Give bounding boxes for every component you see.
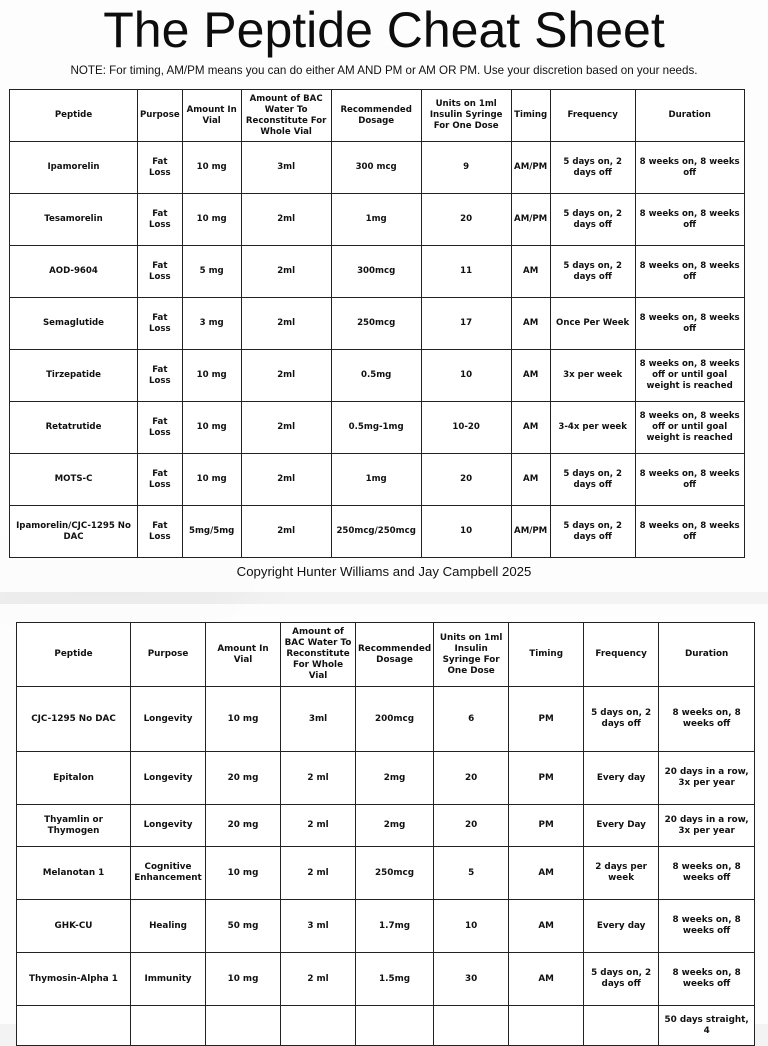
table-cell: AM (511, 454, 550, 506)
header-cell: Amount of BAC Water To Reconstitute For Whole Vial (241, 90, 331, 142)
table-row (10, 194, 745, 246)
table-cell: Fat Loss (138, 350, 183, 402)
table-cell (584, 1006, 659, 1046)
table-cell: 20 mg (206, 752, 281, 805)
table-cell: 50 mg (206, 900, 281, 953)
table-cell: 10 (434, 900, 509, 953)
header-cell: Recommended Dosage (356, 623, 434, 687)
header-cell: Units on 1ml Insulin Syringe For One Dose (434, 623, 509, 687)
table-cell: Fat Loss (138, 246, 183, 298)
table-row (17, 847, 755, 900)
table-cell: 2 ml (281, 847, 356, 900)
table-cell: Retatrutide (10, 402, 138, 454)
peptide-table-fat-loss (9, 89, 745, 558)
table-cell: 8 weeks on, 8 weeks off (635, 142, 744, 194)
table-cell: 2ml (241, 402, 331, 454)
table-cell: 2mg (356, 805, 434, 847)
table-cell: 20 (434, 752, 509, 805)
table-cell: 3x per week (550, 350, 635, 402)
table-cell: Cognitive Enhancement (131, 847, 206, 900)
table-cell: 8 weeks on, 8 weeks off (659, 687, 755, 752)
table-cell: 1.5mg (356, 953, 434, 1006)
table-cell: PM (509, 805, 584, 847)
table-header-row (17, 623, 755, 687)
table-cell: 50 days straight, 4 (659, 1006, 755, 1046)
table-cell: 5 days on, 2 days off (550, 454, 635, 506)
header-cell: Peptide (17, 623, 131, 687)
table-cell: 2 ml (281, 752, 356, 805)
table-cell: AM (511, 246, 550, 298)
table-cell: 2 ml (281, 953, 356, 1006)
table-cell: CJC-1295 No DAC (17, 687, 131, 752)
table-cell: 5mg/5mg (182, 506, 241, 558)
table-cell: Longevity (131, 805, 206, 847)
table-cell: 20 mg (206, 805, 281, 847)
table-cell: 10 mg (206, 687, 281, 752)
table-cell: AM (509, 953, 584, 1006)
header-cell: Timing (509, 623, 584, 687)
table-cell: 10 mg (182, 402, 241, 454)
table-cell: 10 (421, 506, 511, 558)
table-cell: 3 mg (182, 298, 241, 350)
table-row (10, 402, 745, 454)
table-cell: 5 days on, 2 days off (550, 142, 635, 194)
table-cell: 10 mg (182, 454, 241, 506)
table-cell: 250mcg (356, 847, 434, 900)
table-row (10, 350, 745, 402)
table-cell: Thymosin-Alpha 1 (17, 953, 131, 1006)
table-cell: 2ml (241, 194, 331, 246)
table-cell: 2 ml (281, 805, 356, 847)
table-cell: Ipamorelin (10, 142, 138, 194)
header-cell: Timing (511, 90, 550, 142)
table-row (17, 900, 755, 953)
table-cell: 20 days in a row, 3x per year (659, 752, 755, 805)
table-cell: 8 weeks on, 8 weeks off (659, 900, 755, 953)
table-row (17, 953, 755, 1006)
table-cell: 0.5mg (331, 350, 421, 402)
table-row (17, 1006, 755, 1046)
table-cell: 2 days per week (584, 847, 659, 900)
table-cell: AM/PM (511, 142, 550, 194)
header-cell: Purpose (138, 90, 183, 142)
copyright-text: Copyright Hunter Williams and Jay Campbell 2025 (236, 564, 532, 579)
table-cell: AM (511, 298, 550, 350)
table-cell: 8 weeks on, 8 weeks off (635, 246, 744, 298)
table-cell: AM (509, 900, 584, 953)
table-cell (356, 1006, 434, 1046)
table-cell: Epitalon (17, 752, 131, 805)
table-cell: AM/PM (511, 506, 550, 558)
table-cell: 3ml (241, 142, 331, 194)
table-cell: 5 (434, 847, 509, 900)
header-cell: Duration (635, 90, 744, 142)
table-cell: AM (511, 402, 550, 454)
table-cell: Fat Loss (138, 506, 183, 558)
table-cell: 2mg (356, 752, 434, 805)
table-cell: 10 mg (206, 847, 281, 900)
table-cell: Fat Loss (138, 298, 183, 350)
table-cell: 300mcg (331, 246, 421, 298)
table-cell: Fat Loss (138, 454, 183, 506)
table-cell: 5 days on, 2 days off (584, 953, 659, 1006)
table-cell: Every Day (584, 805, 659, 847)
header-cell: Frequency (550, 90, 635, 142)
table-cell: 1.7mg (356, 900, 434, 953)
table-cell: GHK-CU (17, 900, 131, 953)
header-cell: Units on 1ml Insulin Syringe For One Dose (421, 90, 511, 142)
table-cell: 2ml (241, 350, 331, 402)
table-cell: Ipamorelin/CJC-1295 No DAC (10, 506, 138, 558)
table-cell: 5 days on, 2 days off (550, 194, 635, 246)
table-cell: Healing (131, 900, 206, 953)
table-cell: 5 days on, 2 days off (550, 246, 635, 298)
table-cell: Every day (584, 900, 659, 953)
table-cell: Tirzepatide (10, 350, 138, 402)
table-cell: 11 (421, 246, 511, 298)
table-cell: Longevity (131, 687, 206, 752)
table-cell: 2ml (241, 246, 331, 298)
table-row (17, 687, 755, 752)
table-cell: Fat Loss (138, 402, 183, 454)
table-cell: 20 (421, 194, 511, 246)
table-cell: Tesamorelin (10, 194, 138, 246)
table-cell: 250mcg/250mcg (331, 506, 421, 558)
table-cell: 6 (434, 687, 509, 752)
table-cell: Every day (584, 752, 659, 805)
table-cell: 250mcg (331, 298, 421, 350)
table-cell: 3ml (281, 687, 356, 752)
table-cell: 17 (421, 298, 511, 350)
table-cell: 3 ml (281, 900, 356, 953)
table-cell: 1mg (331, 194, 421, 246)
table-cell: 0.5mg-1mg (331, 402, 421, 454)
table-cell: Fat Loss (138, 194, 183, 246)
table-cell: 8 weeks on, 8 weeks off (635, 506, 744, 558)
table-cell: Semaglutide (10, 298, 138, 350)
table-row (10, 298, 745, 350)
table-row (10, 454, 745, 506)
table-cell: 2ml (241, 506, 331, 558)
table-cell: Once Per Week (550, 298, 635, 350)
timing-note: NOTE: For timing, AM/PM means you can do either AM AND PM or AM OR PM. Use your discretion based on your needs. (70, 64, 698, 77)
table-cell: Longevity (131, 752, 206, 805)
table-cell: 2ml (241, 298, 331, 350)
table-cell (281, 1006, 356, 1046)
table-cell: 30 (434, 953, 509, 1006)
table-cell: 20 (421, 454, 511, 506)
table-cell: 9 (421, 142, 511, 194)
table-cell: 8 weeks on, 8 weeks off or until goal weight is reached (635, 350, 744, 402)
table-cell: 8 weeks on, 8 weeks off (659, 953, 755, 1006)
table-cell: AM (511, 350, 550, 402)
table-cell: 8 weeks on, 8 weeks off (635, 298, 744, 350)
table-cell (509, 1006, 584, 1046)
table-cell: 8 weeks on, 8 weeks off (659, 847, 755, 900)
table-cell: Thyamlin or Thymogen (17, 805, 131, 847)
table-cell: 10 mg (206, 953, 281, 1006)
table-cell: 10 mg (182, 142, 241, 194)
header-cell: Amount of BAC Water To Reconstitute For Whole Vial (281, 623, 356, 687)
table-cell: MOTS-C (10, 454, 138, 506)
header-cell: Amount In Vial (182, 90, 241, 142)
table-cell (434, 1006, 509, 1046)
table-cell: 2ml (241, 454, 331, 506)
table-cell: 3-4x per week (550, 402, 635, 454)
page-title: The Peptide Cheat Sheet (103, 2, 665, 58)
peptide-table-longevity (16, 622, 755, 1046)
table-row (10, 246, 745, 298)
table-cell: 1mg (331, 454, 421, 506)
table-cell: AM (509, 847, 584, 900)
table-cell: 200mcg (356, 687, 434, 752)
table-cell (17, 1006, 131, 1046)
table-row (10, 506, 745, 558)
table-cell (131, 1006, 206, 1046)
table-cell: 8 weeks on, 8 weeks off (635, 454, 744, 506)
table-cell: 10 mg (182, 350, 241, 402)
header-cell: Recommended Dosage (331, 90, 421, 142)
table-cell: AOD-9604 (10, 246, 138, 298)
header-cell: Peptide (10, 90, 138, 142)
table-cell: PM (509, 752, 584, 805)
table-cell: Melanotan 1 (17, 847, 131, 900)
table-row (10, 142, 745, 194)
header-cell: Purpose (131, 623, 206, 687)
header-cell: Frequency (584, 623, 659, 687)
table-cell: 20 (434, 805, 509, 847)
header-cell: Amount In Vial (206, 623, 281, 687)
table-cell: 5 mg (182, 246, 241, 298)
table-row (17, 752, 755, 805)
table-cell: AM/PM (511, 194, 550, 246)
table-cell: 300 mcg (331, 142, 421, 194)
table-header-row (10, 90, 745, 142)
table-cell: 10 mg (182, 194, 241, 246)
table-cell: 5 days on, 2 days off (550, 506, 635, 558)
table-cell: Immunity (131, 953, 206, 1006)
header-cell: Duration (659, 623, 755, 687)
table-cell: Fat Loss (138, 142, 183, 194)
table-cell: 10-20 (421, 402, 511, 454)
table-cell: PM (509, 687, 584, 752)
table-cell: 20 days in a row, 3x per year (659, 805, 755, 847)
table-cell: 10 (421, 350, 511, 402)
table-cell (206, 1006, 281, 1046)
table-row (17, 805, 755, 847)
table-cell: 8 weeks on, 8 weeks off or until goal weight is reached (635, 402, 744, 454)
table-cell: 5 days on, 2 days off (584, 687, 659, 752)
table-cell: 8 weeks on, 8 weeks off (635, 194, 744, 246)
